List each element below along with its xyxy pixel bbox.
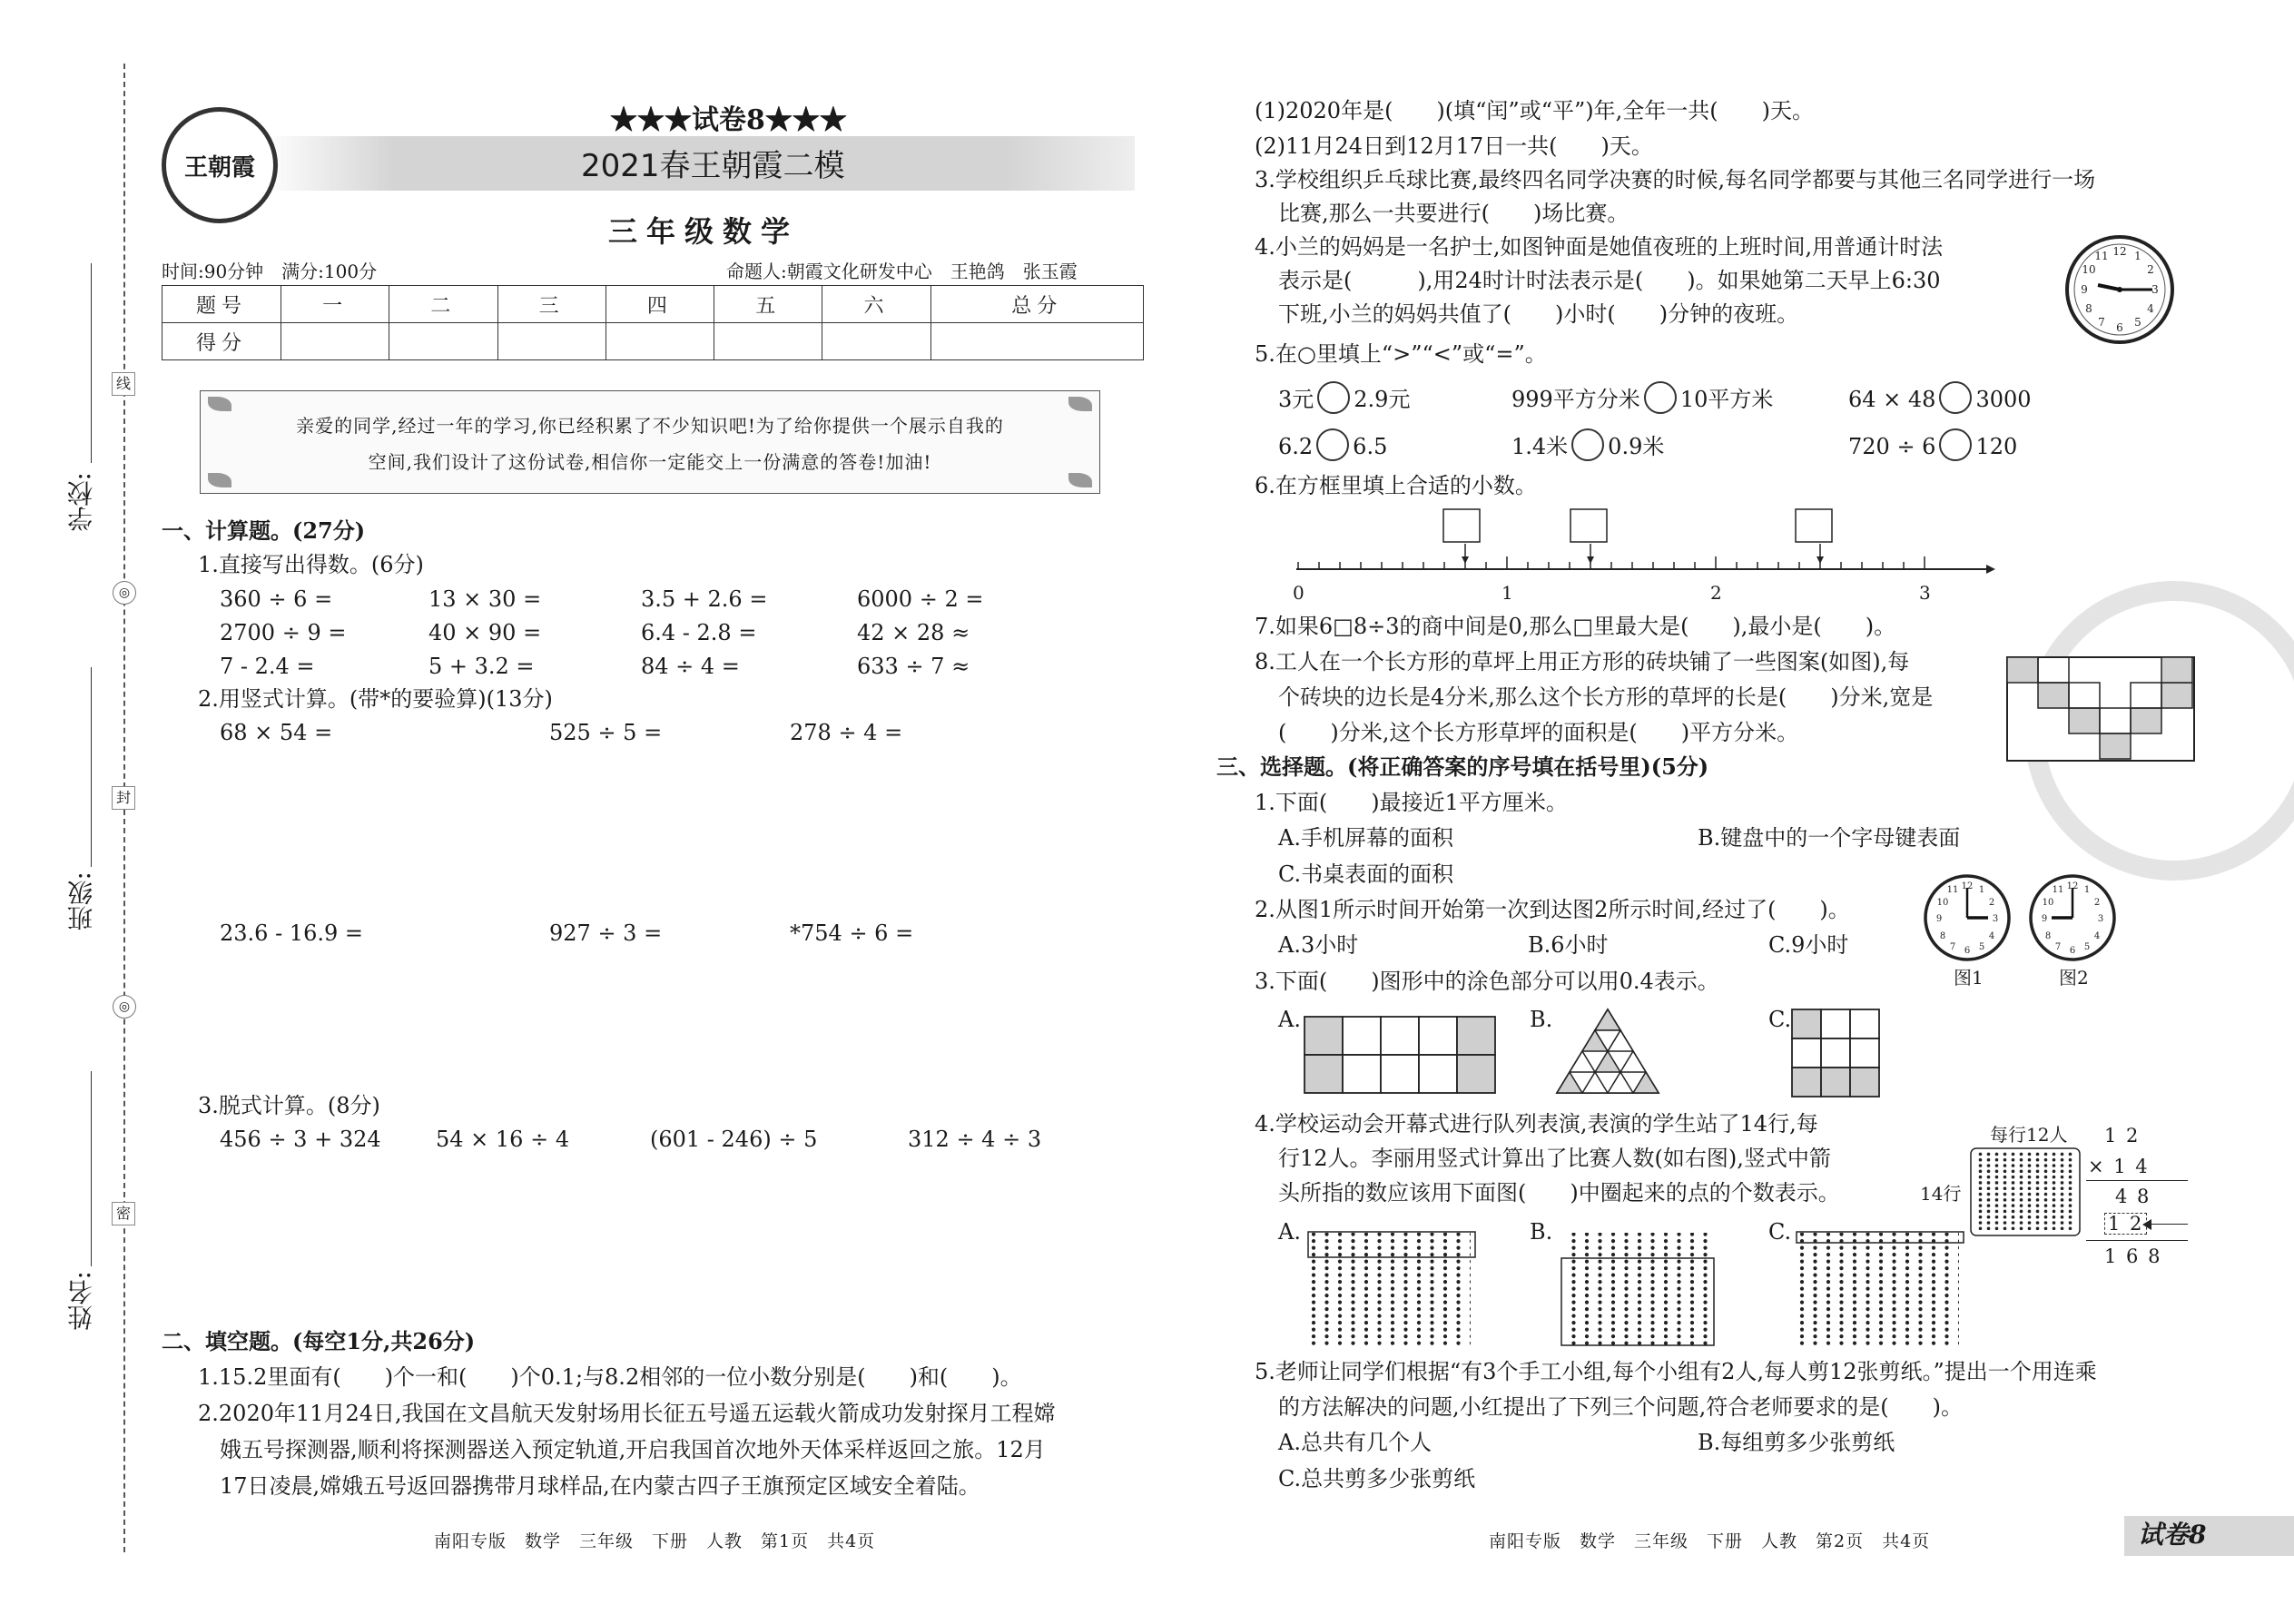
binding-mark-xian: 线 bbox=[112, 372, 135, 396]
svg-text:3: 3 bbox=[2097, 914, 2104, 924]
svg-text:10: 10 bbox=[2042, 898, 2054, 908]
choice-option[interactable]: C.总共剪多少张剪纸 bbox=[1278, 1466, 1476, 1491]
shape-figure-c bbox=[1790, 1008, 1881, 1098]
calc-item: 2700 ÷ 9 = bbox=[220, 620, 347, 645]
number-line-answer-box[interactable] bbox=[1796, 509, 1832, 542]
choice-option[interactable]: A. bbox=[1278, 1007, 1301, 1032]
authors: 命题人:朝霞文化研发中心 王艳鸽 张玉霞 bbox=[726, 261, 1078, 282]
stepwise-calc-item: 54 × 16 ÷ 4 bbox=[436, 1127, 570, 1152]
compare-circle[interactable] bbox=[1571, 428, 1604, 461]
series-title: ★★★试卷8★★★ bbox=[610, 104, 847, 136]
svg-text:9: 9 bbox=[1935, 914, 1943, 924]
exam-title: 2021春王朝霞二模 bbox=[581, 148, 845, 184]
section1-title: 一、计算题。(27分) bbox=[162, 517, 366, 544]
svg-text:6: 6 bbox=[2116, 321, 2123, 334]
s2-q2-line3: 17日凌晨,嫦娥五号返回器携带月球样品,在内蒙古四子王旗预定区域安全着陆。 bbox=[220, 1473, 980, 1499]
s1-q2-title: 2.用竖式计算。(带*的要验算)(13分) bbox=[198, 686, 553, 712]
choice-option[interactable]: C. bbox=[1768, 1007, 1792, 1032]
compare-left: 1.4米 bbox=[1511, 434, 1569, 459]
name-blank[interactable] bbox=[91, 1071, 92, 1266]
number-line-tick-label: 1 bbox=[1501, 582, 1513, 604]
stepwise-calc-item: 312 ÷ 4 ÷ 3 bbox=[908, 1127, 1042, 1152]
choice-option[interactable]: C. bbox=[1768, 1219, 1792, 1245]
s2-q2-line2: 娥五号探测器,顺利将探测器送入预定轨道,开启我国首次地外天体采样返回之旅。12月 bbox=[220, 1437, 1046, 1462]
number-line-tick-label: 2 bbox=[1710, 582, 1722, 604]
clock-figure-label: 图1 bbox=[1954, 967, 1984, 989]
vertical-calc-item: 68 × 54 = bbox=[220, 720, 333, 745]
calc-item: 40 × 90 = bbox=[428, 620, 542, 645]
score-header-cell: 一 bbox=[281, 286, 389, 323]
dot-option-b bbox=[1554, 1231, 1727, 1347]
s2-q6-title: 6.在方框里填上合适的小数。 bbox=[1255, 473, 1537, 498]
score-cell[interactable] bbox=[822, 323, 930, 360]
compare-left: 3元 bbox=[1278, 387, 1314, 412]
s2-q4-line3: 下班,小兰的妈妈共值了( )小时( )分钟的夜班。 bbox=[1278, 301, 1799, 327]
vertical-calc-item: *754 ÷ 6 = bbox=[790, 920, 914, 946]
stepwise-calc-item: 456 ÷ 3 + 324 bbox=[220, 1127, 381, 1152]
school-blank[interactable] bbox=[91, 263, 92, 463]
score-cell[interactable] bbox=[714, 323, 822, 360]
svg-text:11: 11 bbox=[2052, 885, 2064, 895]
svg-text:5: 5 bbox=[1978, 942, 1985, 952]
score-header-cell: 总分 bbox=[930, 286, 1143, 323]
vertical-calc-item: 525 ÷ 5 = bbox=[549, 720, 663, 745]
svg-text:12: 12 bbox=[2066, 881, 2079, 891]
score-table bbox=[162, 285, 1144, 360]
svg-text:8: 8 bbox=[2085, 302, 2092, 315]
school-label: 学校: bbox=[66, 472, 96, 532]
svg-text:11: 11 bbox=[2094, 250, 2109, 262]
score-cell[interactable] bbox=[281, 323, 389, 360]
choice-option[interactable]: A.总共有几个人 bbox=[1278, 1430, 1432, 1455]
choice-option[interactable]: B.6小时 bbox=[1528, 932, 1609, 958]
compare-left: 999平方分米 bbox=[1511, 387, 1640, 412]
svg-text:11: 11 bbox=[1946, 885, 1959, 895]
dot-option-a bbox=[1307, 1231, 1480, 1347]
compare-circle[interactable] bbox=[1317, 381, 1350, 414]
choice-option[interactable]: B.键盘中的一个字母键表面 bbox=[1698, 825, 1961, 851]
shape-figure-b bbox=[1554, 1008, 1661, 1095]
clock-figure-label: 图2 bbox=[2059, 967, 2089, 989]
calc-item: 84 ÷ 4 = bbox=[641, 654, 740, 679]
clock-figure bbox=[2063, 233, 2176, 346]
tile-pattern-figure bbox=[2006, 656, 2197, 762]
compare-item bbox=[1511, 381, 1773, 414]
svg-text:5: 5 bbox=[2083, 942, 2091, 952]
score-cell[interactable] bbox=[930, 323, 1143, 360]
choice-option[interactable]: B. bbox=[1530, 1007, 1553, 1032]
svg-text:12: 12 bbox=[1961, 881, 1974, 891]
score-cell[interactable] bbox=[389, 323, 497, 360]
vertical-calc-boxed: 1 2 bbox=[2104, 1213, 2147, 1235]
vertical-calc-line: 1 2 bbox=[2104, 1125, 2141, 1147]
svg-text:4: 4 bbox=[2093, 931, 2101, 941]
s2-q7: 7.如果6□8÷3的商中间是0,那么□里最大是( ),最小是( )。 bbox=[1255, 614, 1896, 639]
compare-circle[interactable] bbox=[1644, 381, 1677, 414]
dot-array-side-label: 14行 bbox=[1920, 1183, 1962, 1205]
compare-right: 2.9元 bbox=[1354, 387, 1411, 412]
score-header-cell: 题号 bbox=[162, 286, 281, 323]
calc-item: 7 - 2.4 = bbox=[220, 654, 315, 679]
s1-q1-title: 1.直接写出得数。(6分) bbox=[198, 552, 424, 577]
score-header-cell: 二 bbox=[389, 286, 497, 323]
vertical-calc-line: 1 6 8 bbox=[2104, 1245, 2162, 1267]
svg-text:1: 1 bbox=[2134, 250, 2141, 262]
s2-q2-line1: 2.2020年11月24日,我国在文昌航天发射场用长征五号遥五运载火箭成功发射探月工程嫦 bbox=[198, 1401, 1056, 1426]
compare-right: 3000 bbox=[1975, 387, 2032, 412]
s2-q4-line1: 4.小兰的妈妈是一名护士,如图钟面是她值夜班的上班时间,用普通计时法 bbox=[1255, 234, 1944, 260]
s2-q2-sub2: (2)11月24日到12月17日一共( )天。 bbox=[1255, 133, 1653, 159]
svg-text:3: 3 bbox=[2151, 283, 2159, 296]
svg-text:9: 9 bbox=[2041, 914, 2048, 924]
binding-circle-icon: ◎ bbox=[113, 581, 136, 605]
class-label: 班级: bbox=[66, 871, 96, 931]
svg-text:10: 10 bbox=[2082, 263, 2096, 276]
compare-item bbox=[1511, 428, 1664, 461]
notice-box bbox=[200, 390, 1100, 494]
svg-text:5: 5 bbox=[2134, 316, 2141, 329]
name-label: 姓名: bbox=[66, 1271, 96, 1331]
calc-item: 42 × 28 ≈ bbox=[857, 620, 970, 645]
s2-q3-line2: 比赛,那么一共要进行( )场比赛。 bbox=[1278, 201, 1629, 226]
svg-text:9: 9 bbox=[2081, 283, 2088, 296]
svg-text:12: 12 bbox=[2112, 245, 2127, 258]
time-score: 时间:90分钟 满分:100分 bbox=[162, 261, 378, 282]
number-line-tick-label: 3 bbox=[1919, 582, 1931, 604]
number-line-answer-box[interactable] bbox=[1443, 509, 1480, 542]
logo-text: 王朝霞 bbox=[183, 153, 255, 182]
page-badge-label: 试卷8 bbox=[2138, 1520, 2207, 1550]
score-header-cell: 五 bbox=[714, 286, 822, 323]
compare-item bbox=[1278, 428, 1387, 461]
s3-q5-line1: 5.老师让同学们根据“有3个手工小组,每个小组有2人,每人剪12张剪纸。”提出一个用连乘 bbox=[1255, 1359, 2097, 1384]
svg-text:4: 4 bbox=[2147, 302, 2154, 315]
s3-q4-line3: 头所指的数应该用下面图( )中圈起来的点的个数表示。 bbox=[1278, 1180, 1840, 1206]
compare-item bbox=[1848, 381, 2032, 414]
notice-line-2: 空间,我们设计了这份试卷,相信你一定能交上一份满意的答卷!加油! bbox=[368, 451, 932, 473]
svg-text:7: 7 bbox=[1949, 942, 1956, 952]
s3-q1: 1.下面( )最接近1平方厘米。 bbox=[1255, 790, 1568, 815]
score-table-header-row bbox=[162, 286, 1144, 323]
logo bbox=[162, 107, 278, 223]
leaf-icon bbox=[1068, 473, 1092, 487]
svg-text:6: 6 bbox=[2069, 946, 2076, 956]
choice-option[interactable]: B. bbox=[1530, 1219, 1553, 1245]
vertical-calc-line: × 1 4 bbox=[2088, 1156, 2150, 1177]
footer-right: 南阳专版 数学 三年级 下册 人教 第2页 共4页 bbox=[1489, 1531, 1931, 1551]
choice-option[interactable]: C.9小时 bbox=[1768, 932, 1849, 958]
compare-left: 6.2 bbox=[1278, 434, 1314, 459]
svg-text:3: 3 bbox=[1992, 914, 1999, 924]
compare-right: 0.9米 bbox=[1608, 434, 1665, 459]
compare-left: 720 ÷ 6 bbox=[1848, 434, 1936, 459]
compare-right: 120 bbox=[1975, 434, 2018, 459]
choice-option[interactable]: C.书桌表面的面积 bbox=[1278, 861, 1454, 887]
choice-option[interactable]: A. bbox=[1278, 1219, 1301, 1245]
vertical-calc-rule bbox=[2086, 1180, 2188, 1181]
svg-text:10: 10 bbox=[1936, 898, 1949, 908]
shape-figure-a bbox=[1303, 1015, 1497, 1097]
footer-left: 南阳专版 数学 三年级 下册 人教 第1页 共4页 bbox=[434, 1531, 876, 1551]
svg-text:2: 2 bbox=[2147, 263, 2154, 276]
s1-q3-title: 3.脱式计算。(8分) bbox=[198, 1093, 380, 1118]
score-cell[interactable] bbox=[605, 323, 714, 360]
s2-q5-title: 5.在○里填上“>”“<”或“=”。 bbox=[1255, 341, 1547, 367]
vertical-calc-line: 4 8 bbox=[2115, 1186, 2151, 1207]
vertical-calc-item: 278 ÷ 4 = bbox=[790, 720, 903, 745]
compare-left: 64 × 48 bbox=[1848, 387, 1936, 412]
number-line-tick-label: 0 bbox=[1293, 582, 1305, 604]
compare-circle[interactable] bbox=[1316, 428, 1349, 461]
clock-figure-2 bbox=[2028, 873, 2117, 962]
svg-text:8: 8 bbox=[1939, 931, 1946, 941]
s2-q8-line1: 8.工人在一个长方形的草坪上用正方形的砖块铺了一些图案(如图),每 bbox=[1255, 649, 1910, 674]
vertical-calc-item: 927 ÷ 3 = bbox=[549, 920, 663, 946]
s3-q3: 3.下面( )图形中的涂色部分可以用0.4表示。 bbox=[1255, 969, 1719, 994]
compare-item bbox=[1848, 428, 2017, 461]
number-line-answer-box[interactable] bbox=[1570, 509, 1607, 542]
score-header-cell: 六 bbox=[822, 286, 930, 323]
svg-text:1: 1 bbox=[2083, 885, 2091, 895]
s3-q2: 2.从图1所示时间开始第一次到达图2所示时间,经过了( )。 bbox=[1255, 897, 1850, 922]
svg-text:2: 2 bbox=[1988, 898, 1995, 908]
choice-option[interactable]: A.3小时 bbox=[1278, 932, 1359, 958]
score-header-cell: 四 bbox=[605, 286, 714, 323]
calc-item: 3.5 + 2.6 = bbox=[641, 586, 768, 612]
compare-right: 6.5 bbox=[1353, 434, 1388, 459]
arrow-head-icon bbox=[2142, 1219, 2151, 1230]
score-row-label: 得分 bbox=[162, 323, 281, 360]
leaf-icon bbox=[208, 397, 231, 411]
s3-q4-line2: 行12人。李丽用竖式计算出了比赛人数(如右图),竖式中箭 bbox=[1278, 1146, 1831, 1171]
svg-text:8: 8 bbox=[2044, 931, 2052, 941]
s2-q1: 1.15.2里面有( )个一和( )个0.1;与8.2相邻的一位小数分别是( )和( )。 bbox=[198, 1364, 1022, 1390]
stepwise-calc-item: (601 - 246) ÷ 5 bbox=[650, 1127, 818, 1152]
svg-text:7: 7 bbox=[2098, 316, 2105, 329]
dot-option-c bbox=[1796, 1231, 1968, 1347]
s2-q2-sub1: (1)2020年是( )(填“闰”或“平”)年,全年一共( )天。 bbox=[1255, 98, 1814, 123]
binding-mark-feng: 封 bbox=[112, 786, 135, 810]
subject-title: 三年级数学 bbox=[608, 214, 800, 249]
s2-q8-line2: 个砖块的边长是4分米,那么这个长方形的草坪的长是( )分米,宽是 bbox=[1278, 684, 1934, 710]
dot-array-figure bbox=[1968, 1146, 2082, 1238]
s2-q4-line2: 表示是( ),用24时计时法表示是( )。如果她第二天早上6:30 bbox=[1278, 268, 1941, 293]
vertical-calc-item: 23.6 - 16.9 = bbox=[220, 920, 363, 946]
choice-option[interactable]: A.手机屏幕的面积 bbox=[1278, 825, 1453, 851]
compare-item bbox=[1278, 381, 1410, 414]
calc-item: 6.4 - 2.8 = bbox=[641, 620, 757, 645]
binding-circle-icon: ◎ bbox=[113, 995, 136, 1019]
calc-item: 360 ÷ 6 = bbox=[220, 586, 333, 612]
svg-text:2: 2 bbox=[2093, 898, 2101, 908]
compare-circle[interactable] bbox=[1939, 428, 1972, 461]
section3-title: 三、选择题。(将正确答案的序号填在括号里)(5分) bbox=[1216, 753, 1709, 780]
class-blank[interactable] bbox=[91, 667, 92, 867]
section2-title: 二、填空题。(每空1分,共26分) bbox=[162, 1328, 476, 1354]
leaf-icon bbox=[208, 473, 231, 487]
score-header-cell: 三 bbox=[497, 286, 605, 323]
calc-item: 13 × 30 = bbox=[428, 586, 542, 612]
svg-text:6: 6 bbox=[1964, 946, 1971, 956]
calc-item: 5 + 3.2 = bbox=[428, 654, 535, 679]
s2-q8-line3: ( )分米,这个长方形草坪的面积是( )平方分米。 bbox=[1278, 720, 1799, 745]
svg-text:1: 1 bbox=[1978, 885, 1985, 895]
score-cell[interactable] bbox=[497, 323, 605, 360]
vertical-calc-rule bbox=[2086, 1240, 2188, 1241]
svg-text:4: 4 bbox=[1988, 931, 1995, 941]
choice-option[interactable]: B.每组剪多少张剪纸 bbox=[1698, 1430, 1895, 1455]
clock-figure-1 bbox=[1923, 873, 2012, 962]
notice-line-1: 亲爱的同学,经过一年的学习,你已经积累了不少知识吧!为了给你提供一个展示自我的 bbox=[296, 415, 1004, 437]
s3-q4-line1: 4.学校运动会开幕式进行队列表演,表演的学生站了14行,每 bbox=[1255, 1111, 1818, 1137]
calc-item: 633 ÷ 7 ≈ bbox=[857, 654, 970, 679]
binding-mark-mi: 密 bbox=[112, 1202, 135, 1225]
s2-q3-line1: 3.学校组织乒乓球比赛,最终四名同学决赛的时候,每名同学都要与其他三名同学进行一场 bbox=[1255, 167, 2096, 192]
compare-right: 10平方米 bbox=[1679, 387, 1774, 412]
svg-text:7: 7 bbox=[2054, 942, 2062, 952]
score-table-score-row bbox=[162, 323, 1144, 360]
leaf-icon bbox=[1068, 397, 1092, 411]
compare-circle[interactable] bbox=[1939, 381, 1972, 414]
calc-item: 6000 ÷ 2 = bbox=[857, 586, 984, 612]
number-line-figure bbox=[1271, 504, 1997, 608]
s3-q5-line2: 的方法解决的问题,小红提出了下列三个问题,符合老师要求的是( )。 bbox=[1278, 1394, 1963, 1420]
dot-array-top-label: 每行12人 bbox=[1990, 1124, 2068, 1146]
